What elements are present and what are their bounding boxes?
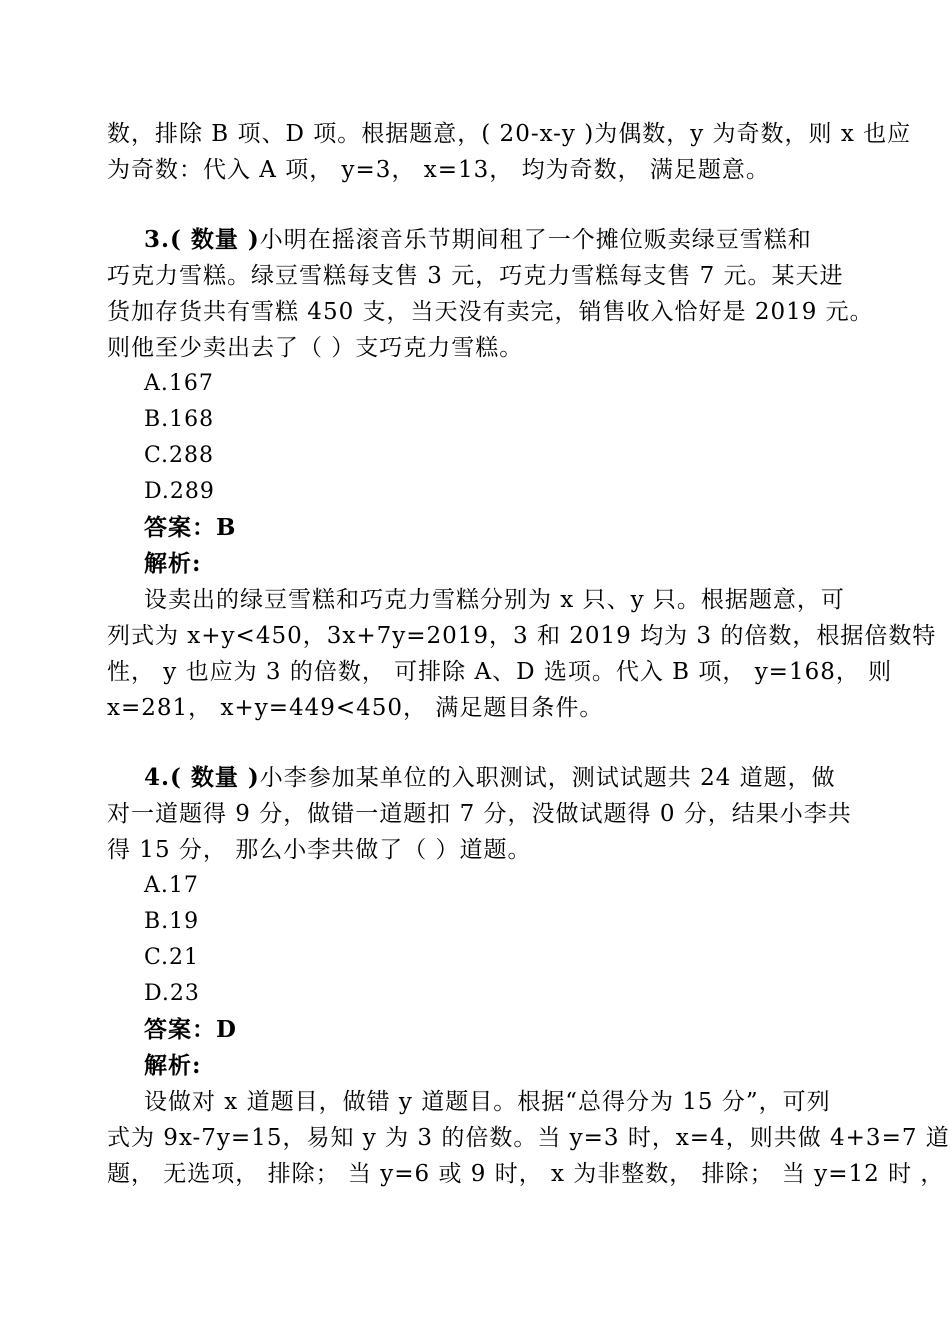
question-3-text-4: 则他至少卖出去了（ ）支巧克力雪糕。 [107, 335, 524, 361]
question-3-analysis-3: 性， y 也应为 3 的倍数， 可排除 A、D 选项。代入 B 项， y=168， 则 [107, 659, 893, 685]
question-4-option-b: B.19 [144, 909, 200, 934]
question-3-option-a: A.167 [144, 371, 214, 396]
question-3-analysis-1: 设卖出的绿豆雪糕和巧克力雪糕分别为 x 只、y 只。根据题意，可 [144, 587, 845, 613]
question-3-tag: ( 数量 ) [170, 226, 260, 253]
question-3-option-b: B.168 [144, 407, 215, 432]
question-3-number: 3. [144, 226, 171, 253]
question-3-analysis-label: 解析: [144, 550, 202, 577]
question-3-answer [144, 510, 884, 546]
question-4-text-2: 对一道题得 9 分，做错一道题扣 7 分，没做试题得 0 分，结果小李共 [107, 801, 852, 827]
question-4-text-3: 得 15 分， 那么小李共做了（ ）道题。 [107, 837, 532, 863]
question-3-first-line [144, 222, 884, 258]
question-4-analysis-1: 设做对 x 道题目，做错 y 道题目。根据“总得分为 15 分”，可列 [144, 1089, 831, 1115]
question-3-text-2: 巧克力雪糕。绿豆雪糕每支售 3 元，巧克力雪糕每支售 7 元。某天进 [107, 263, 844, 289]
question-4-number: 4. [144, 764, 171, 791]
question-3-option-d: D.289 [144, 479, 215, 504]
question-4-option-a: A.17 [144, 873, 199, 898]
question-4-first-line [144, 760, 884, 796]
intro-line-2: 为奇数：代入 A 项， y=3， x=13， 均为奇数， 满足题意。 [107, 157, 770, 183]
question-4-analysis-2: 式为 9x-7y=15，易知 y 为 3 的倍数。当 y=3 时，x=4，则共做 4+3=7 道 [107, 1125, 950, 1151]
question-4-analysis-label: 解析: [144, 1052, 202, 1079]
question-4-answer-label: 答案： [144, 1016, 216, 1043]
question-3-answer-value: B [216, 514, 237, 541]
intro-line-1: 数，排除 B 项、D 项。根据题意，( 20-x-y )为偶数，y 为奇数，则 x 也应 [107, 121, 912, 147]
question-4-answer [144, 1012, 884, 1048]
question-4-tag: ( 数量 ) [170, 764, 260, 791]
question-3-option-c: C.288 [144, 443, 215, 468]
question-3-answer-label: 答案： [144, 514, 216, 541]
question-3-analysis-2: 列式为 x+y<450，3x+7y=2019，3 和 2019 均为 3 的倍数，根据倍数特 [107, 623, 937, 649]
question-3-text-1: 小明在摇滚音乐节期间租了一个摊位贩卖绿豆雪糕和 [259, 227, 812, 253]
question-4-answer-value: D [216, 1016, 237, 1043]
question-4-analysis-3: 题， 无选项， 排除； 当 y=6 或 9 时， x 为非整数， 排除； 当 y=12 时 ， [107, 1161, 945, 1187]
question-3-analysis-4: x=281， x+y=449<450， 满足题目条件。 [107, 695, 604, 721]
question-4-option-d: D.23 [144, 981, 200, 1006]
question-4-text-1: 小李参加某单位的入职测试，测试试题共 24 道题，做 [259, 765, 836, 791]
question-3-text-3: 货加存货共有雪糕 450 支，当天没有卖完，销售收入恰好是 2019 元。 [107, 299, 874, 325]
question-4-option-c: C.21 [144, 945, 200, 970]
